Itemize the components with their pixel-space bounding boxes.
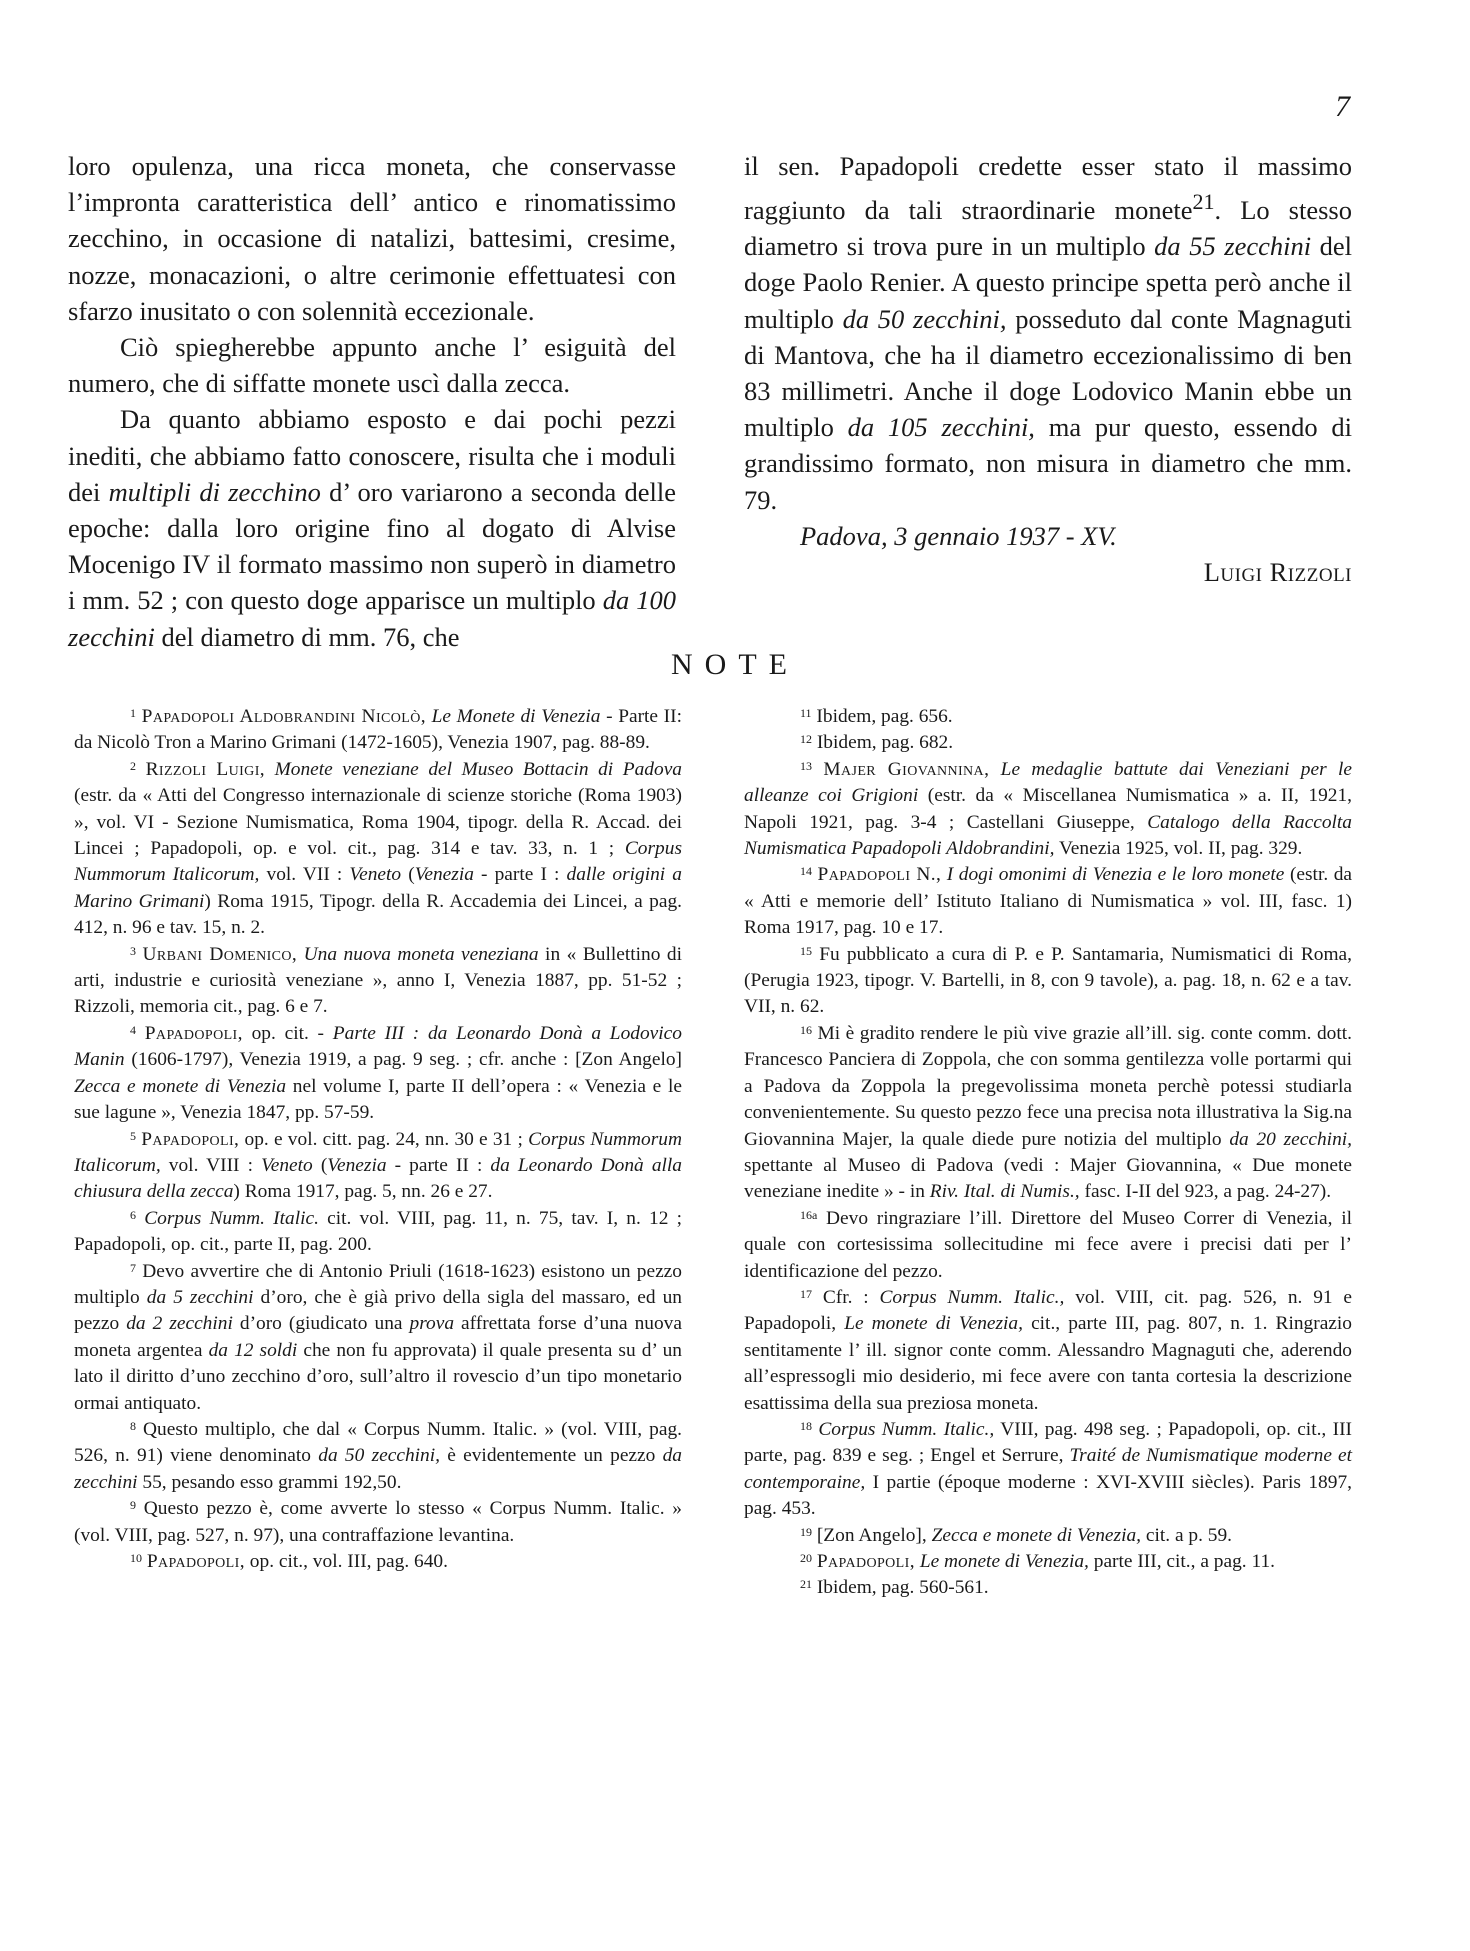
footnote: $^1$ Papadopoli Aldobrandini Nicolò, Le Monete di Venezia - Parte II: da Nicolò Tron a Marino Grimani (1472-1605), Venezia 1907, pag. 88-89. bbox=[74, 706, 682, 754]
body-paragraph: Ciò spiegherebbe appunto anche l’ esiguità del numero, che di siffatte monete uscì dalla zecca. bbox=[68, 332, 676, 399]
footnote: $^{21}$ Ibidem, pag. 560-561. bbox=[800, 1577, 989, 1599]
footnote: $^{12}$ Ibidem, pag. 682. bbox=[800, 732, 954, 754]
author-signature: Luigi Rizzoli bbox=[1203, 557, 1352, 588]
place-date: Padova, 3 gennaio 1937 - XV. bbox=[800, 520, 1117, 551]
notes-heading: NOTE bbox=[671, 648, 799, 681]
footnote: $^8$ Questo multiplo, che dal « Corpus Numm. Italic. » (vol. VIII, pag. 526, n. 91) viene denominato da 50 zecchini, è evidentemente un pezzo da zecchini 55, pesando esso grammi 192,50. bbox=[74, 1418, 682, 1493]
footnote: $^6$ Corpus Numm. Italic. cit. vol. VIII, pag. 11, n. 75, tav. I, n. 12 ; Papadopoli, op. cit., parte II, pag. 200. bbox=[74, 1207, 682, 1256]
notes-column-left bbox=[74, 704, 682, 1575]
footnote: $^{13}$ Majer Giovannina, Le medaglie battute dai Veneziani per le alleanze coi Grigioni (estr. da « Miscellanea Numismatica » a. II, 1921, Napoli 1921, pag. 3-4 ; Castellani Giuseppe, Catalogo della Raccolta Numismatica Papadopoli Aldobrandini, Venezia 1925, vol. II, pag. 329. bbox=[744, 758, 1353, 860]
footnote: $^2$ Rizzoli Luigi, Monete veneziane del Museo Bottacin di Padova (estr. da « Atti del Congresso internazionale di scienze storiche (Roma 1903) », vol. VI - Sezione Numismatica, Roma 1904, tipogr. della R. Accad. dei Lincei ; Papadopoli, op. e vol. cit., pag. 314 e tav. 33, n. 1 ; Corpus Nummorum Italicorum, vol. VII : Veneto (Venezia - parte I : dalle origini a Marino Grimani) Roma 1915, Tipogr. della R. Accademia dei Lincei, a pag. 412, n. 96 e tav. 15, n. 2. bbox=[74, 758, 682, 939]
footnote: $^{10}$ Papadopoli, op. cit., vol. III, pag. 640. bbox=[130, 1551, 448, 1572]
footnote: $^{17}$ Cfr. : Corpus Numm. Italic., vol. VIII, cit. pag. 526, n. 91 e Papadopoli, Le monete di Venezia, cit., parte III, pag. 807, n. 1. Ringrazio sentitamente l’ ill. signor conte comm. Alessandro Magnaguti che, aderendo all’espressogli mio desiderio, mi fece avere con tanta cortesia la descrizione esattissima della sua preziosa moneta. bbox=[744, 1286, 1353, 1414]
body-paragraph: loro opulenza, una ricca moneta, che conservasse l’impronta caratteristica dell’ antico e rinomatissimo zecchino, in occasione di natalizi, battesimi, cresime, nozze, monacazioni, o altre cerimonie effettuatesi con sfarzo inusitato o con solennità eccezionale. bbox=[68, 151, 676, 326]
body-column-left bbox=[68, 148, 676, 655]
footnote: $^{16}$ Mi è gradito rendere le più vive grazie all’ill. sig. conte comm. dott. Francesco Panciera di Zoppola, che con somma gentilezza volle portarmi qui a Padova da Zoppola la pregevolissima moneta perchè potessi studiarla convenientemente. Su questo pezzo fece una precisa nota illustrativa la Sig.na Giovannina Majer, la quale diede pure notizia del multiplo da 20 zecchini, spettante al Museo di Padova (vedi : Majer Giovannina, « Due monete veneziane inedite » - in Riv. Ital. di Numis., fasc. I-II del 923, a pag. 24-27). bbox=[744, 1022, 1352, 1203]
footnote: $^{11}$ Ibidem, pag. 656. bbox=[800, 706, 953, 727]
footnote: $^4$ Papadopoli, op. cit. - Parte III : da Leonardo Donà a Lodovico Manin (1606-1797), Venezia 1919, a pag. 9 seg. ; cfr. anche : [Zon Angelo] Zecca e monete di Venezia nel volume I, parte II dell’opera : « Venezia e le sue lagune », Venezia 1847, pp. 57-59. bbox=[74, 1022, 682, 1124]
footnote: $^{16a}$ Devo ringraziare l’ill. Direttore del Museo Correr di Venezia, il quale con cortesissima sollecitudine mi fece avere i precisi dati per l’ identificazione del pezzo. bbox=[744, 1207, 1352, 1282]
body-paragraph: il sen. Papadopoli credette esser stato il massimo raggiunto da tali straordinarie monete$^{21}$. Lo stesso diametro si trova pure in un multiplo da 55 zecchini del doge Paolo Renier. A questo principe spetta però anche il multiplo da 50 zecchini, posseduto dal conte Magnaguti di Mantova, che ha il diametro eccezionalissimo di ben 83 millimetri. Anche il doge Lodovico Manin ebbe un multiplo da 105 zecchini, ma pur questo, essendo di grandissimo formato, non misura in diametro che mm. 79. bbox=[744, 151, 1352, 515]
footnote: $^5$ Papadopoli, op. e vol. citt. pag. 24, nn. 30 e 31 ; Corpus Nummorum Italicorum, vol. VIII : Veneto (Venezia - parte II : da Leonardo Donà alla chiusura della zecca) Roma 1917, pag. 5, nn. 26 e 27. bbox=[74, 1128, 682, 1203]
footnote: $^{19}$ [Zon Angelo], Zecca e monete di Venezia, cit. a p. 59. bbox=[800, 1524, 1233, 1546]
footnote: $^{20}$ Papadopoli, Le monete di Venezia, parte III, cit., a pag. 11. bbox=[800, 1551, 1276, 1572]
body-paragraph: Da quanto abbiamo esposto e dai pochi pezzi inediti, che abbiamo fatto conoscere, risulta che i moduli dei multipli di zecchino d’ oro variarono a seconda delle epoche: dalla loro origine fino al dogato di Alvise Mocenigo IV il formato massimo non superò in diametro i mm. 52 ; con questo doge apparisce un multiplo da 100 zecchini del diametro di mm. 76, che bbox=[68, 404, 677, 652]
footnote: $^9$ Questo pezzo è, come avverte lo stesso « Corpus Numm. Italic. » (vol. VIII, pag. 527, n. 97), una contraffazione levantina. bbox=[74, 1498, 682, 1546]
notes-column-right bbox=[744, 704, 1352, 1602]
body-column-right bbox=[744, 148, 1352, 590]
footnote: $^3$ Urbani Domenico, Una nuova moneta veneziana in « Bullettino di arti, industrie e curiosità veneziane », anno I, Venezia 1887, pp. 51-52 ; Rizzoli, memoria cit., pag. 6 e 7. bbox=[74, 943, 682, 1018]
footnote: $^7$ Devo avvertire che di Antonio Priuli (1618-1623) esistono un pezzo multiplo da 5 zecchini d’oro, che è già privo della sigla del massaro, ed un pezzo da 2 zecchini d’oro (giudicato una prova affrettata forse d’una nuova moneta argentea da 12 soldi che non fu approvata) il quale presenta su d’ un lato il diritto d’uno zecchino d’oro, sull’altro il rovescio d’un tipo monetario ormai antiquato. bbox=[74, 1260, 682, 1414]
footnote: $^{18}$ Corpus Numm. Italic., VIII, pag. 498 seg. ; Papadopoli, op. cit., III parte, pag. 839 e seg. ; Engel et Serrure, Traité de Numismatique moderne et contemporaine, I partie (époque moderne : XVI-XVIII siècles). Paris 1897, pag. 453. bbox=[744, 1418, 1352, 1520]
page-number: 7 bbox=[1335, 90, 1350, 123]
footnote: $^{15}$ Fu pubblicato a cura di P. e P. Santamaria, Numismatici di Roma, (Perugia 1923, tipogr. V. Bartelli, in 8, con 9 tavole), a. pag. 18, n. 62 e a tav. VII, n. 62. bbox=[744, 943, 1352, 1018]
footnote: $^{14}$ Papadopoli N., I dogi omonimi di Venezia e le loro monete (estr. da « Atti e memorie dell’ Istituto Italiano di Numismatica » vol. III, fasc. 1) Roma 1917, pag. 10 e 17. bbox=[744, 864, 1353, 939]
